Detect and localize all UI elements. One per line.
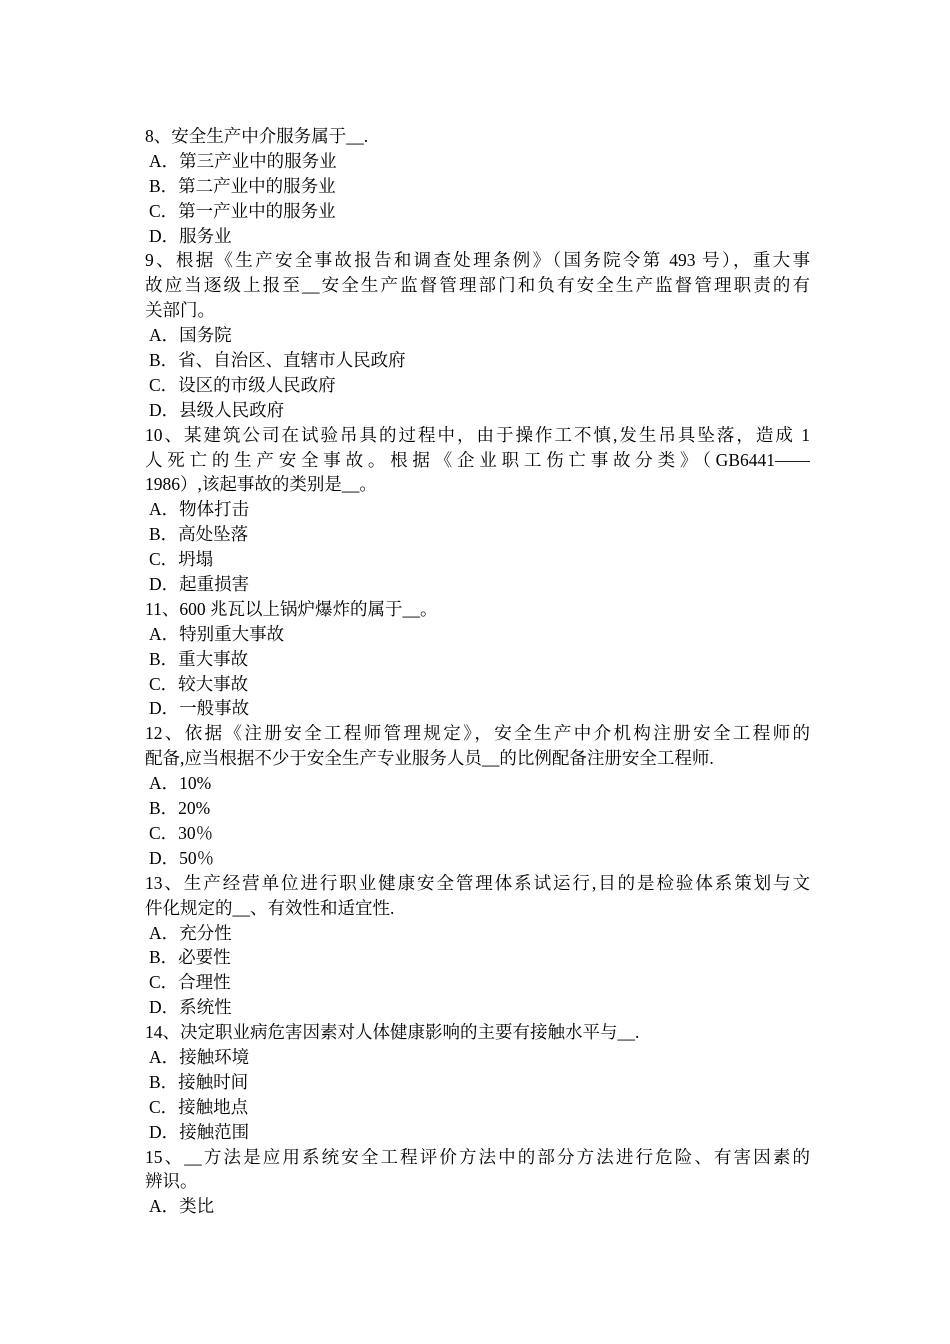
option-b: B．必要性 [149,947,231,968]
option-c: C．30％ [149,822,214,843]
question-15 [145,1145,810,1220]
question-text: 关部门。 [145,300,215,321]
question-text: 10、某建筑公司在试验吊具的过程中，由于操作工不慎,发生吊具坠落，造成 1 [145,424,810,445]
question-text: 9、根据《生产安全事故报告和调查处理条例》（国务院令第 493 号），重大事 [145,250,810,271]
option-d: D．县级人民政府 [149,399,285,420]
question-text: 故应当逐级上报至__安全生产监督管理部门和负有安全生产监督管理职责的有 [145,275,810,296]
option-b: B．接触时间 [149,1071,249,1092]
question-text: 件化规定的__、有效性和适宜性. [145,897,395,918]
option-a: A．充分性 [149,922,232,943]
option-c: C．较大事故 [149,673,249,694]
question-10 [145,423,810,597]
question-text: 8、安全生产中介服务属于__. [145,126,369,146]
question-text: 配备,应当根据不少于安全生产专业服务人员__的比例配备注册安全工程师. [145,748,714,769]
option-b: B．第二产业中的服务业 [149,175,336,196]
question-text: 12、依据《注册安全工程师管理规定》，安全生产中介机构注册安全工程师的 [145,723,810,744]
question-9 [145,248,810,422]
question-13 [145,871,810,1020]
option-c: C．接触地点 [149,1096,249,1117]
question-11 [145,597,810,721]
question-text: 15、__方法是应用系统安全工程评价方法中的部分方法进行危险、有害因素的 [145,1146,810,1167]
option-b: B．重大事故 [149,648,249,669]
question-12 [145,721,810,870]
option-c: C．坍塌 [149,549,214,570]
question-text: 14、决定职业病危害因素对人体健康影响的主要有接触水平与__. [145,1022,640,1043]
option-c: C．合理性 [149,972,231,993]
option-d: D．系统性 [149,997,232,1018]
question-text: 11、600 兆瓦以上锅炉爆炸的属于__。 [145,598,438,619]
option-a: A．接触环境 [149,1046,250,1067]
question-text: 辨识。 [145,1171,198,1192]
option-a: A．物体打击 [149,499,250,520]
option-c: C．设区的市级人民政府 [149,374,336,395]
question-text: 13、生产经营单位进行职业健康安全管理体系试运行,目的是检验体系策划与文 [145,872,810,893]
option-d: D．一般事故 [149,698,250,719]
option-d: D．起重损害 [149,574,250,595]
option-b: B．20% [149,798,211,819]
option-a: A．第三产业中的服务业 [149,150,337,171]
option-d: D．服务业 [149,225,232,246]
option-d: D．50％ [149,847,215,868]
question-14 [145,1020,810,1144]
question-text: 人死亡的生产安全事故。根据《企业职工伤亡事故分类》（GB6441—— [145,449,810,470]
option-a: A．10% [149,773,212,794]
option-a: A．特别重大事故 [149,623,285,644]
option-a: A．类比 [149,1196,215,1217]
question-8 [145,124,810,248]
question-text: 1986）,该起事故的类别是__。 [145,474,377,495]
option-a: A．国务院 [149,325,232,346]
option-b: B．省、自治区、直辖市人民政府 [149,350,406,371]
option-b: B．高处坠落 [149,524,249,545]
option-c: C．第一产业中的服务业 [149,200,336,221]
document-page [145,124,810,1219]
option-d: D．接触范围 [149,1121,250,1142]
